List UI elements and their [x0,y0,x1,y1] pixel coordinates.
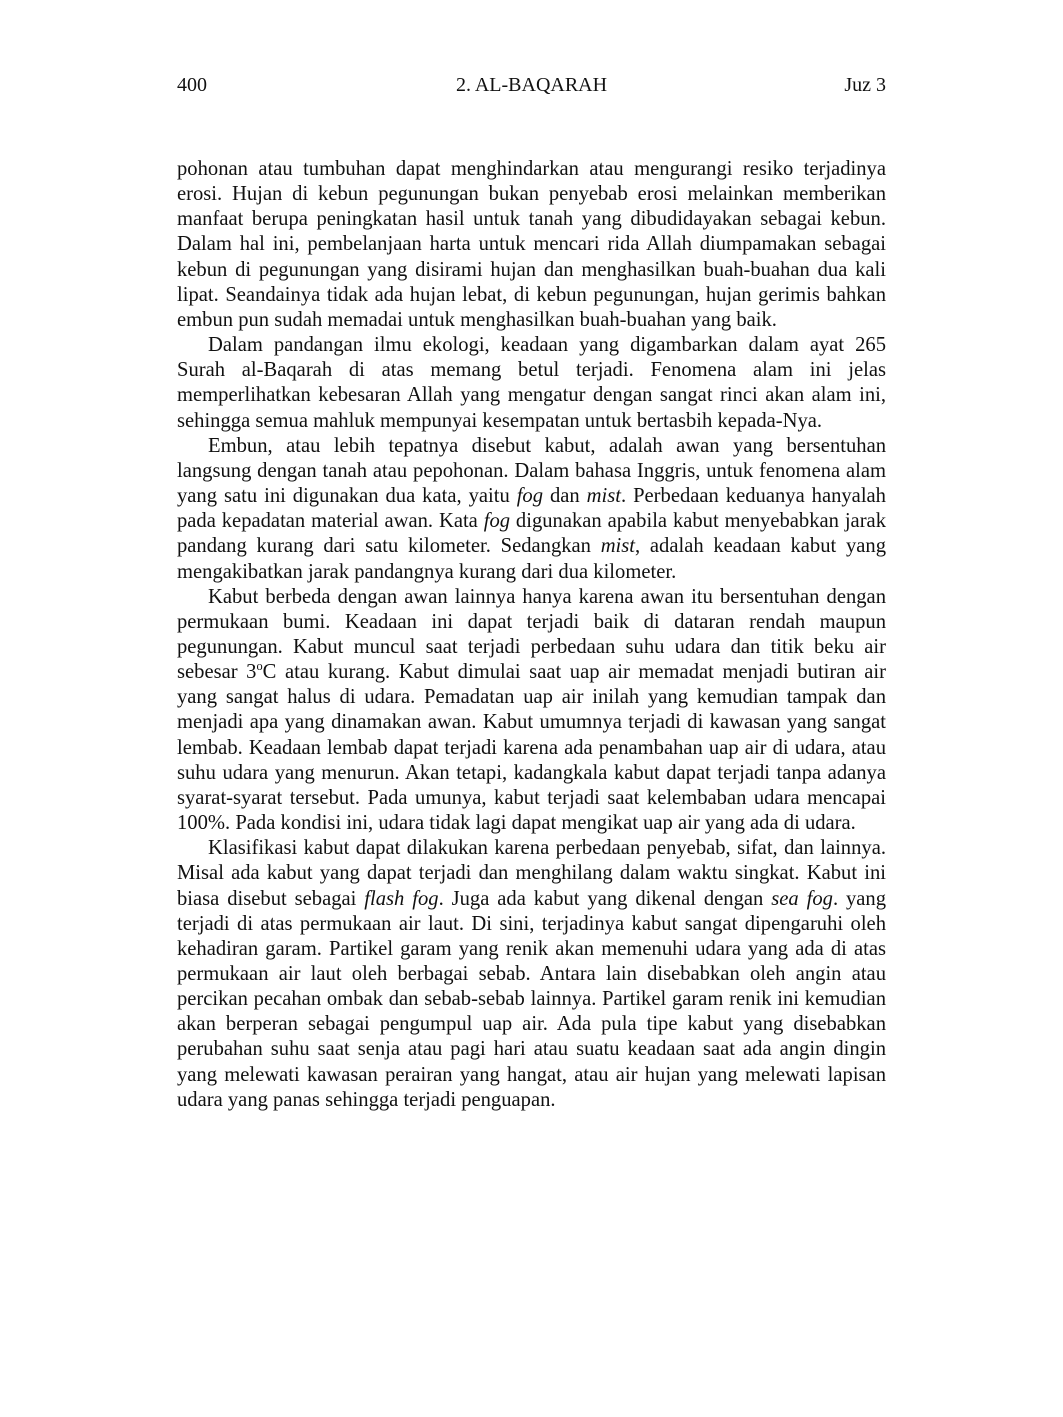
term-fog: fog [483,510,511,533]
juz-label: Juz 3 [844,74,886,96]
paragraph-3 [177,434,886,585]
paragraph-5 [177,836,886,1113]
term-mist: mist [600,535,636,558]
paragraph-2: Dalam pandangan ilmu ekologi, keadaan yang digambarkan dalam ayat 265 Surah al-Baqarah di atas memang betul terjadi. Fenomena alam ini jelas memperlihatkan kebesaran Allah yang mengatur dengan sangat rinci akan alam ini, sehingga semua mahluk mempunyai kesempatan untuk bertasbih kepada-Nya. [177,334,886,432]
text-span: C atau kurang. Kabut dimulai saat uap air memadat menjadi butiran air yang sangat halus di udara. Pemadatan uap air inilah yang kemudian tampak dan menjadi apa yang dinamakan awan. Kabut umumnya terjadi di kawasan yang sangat lembab. Keadaan lembab dapat terjadi karena ada penambahan uap air di udara, atau suhu udara yang menurun. Akan tetapi, kadangkala kabut dapat terjadi tanpa adanya syarat-syarat tersebut. Pada umunya, kabut terjadi saat kelembaban udara mencapai 100%. Pada kondisi ini, udara tidak lagi dapat mengikat uap air yang ada di udara. [177,661,886,835]
page-number: 400 [177,74,207,96]
body-text [177,157,886,1113]
term-mist: mist [586,485,621,508]
page-header [177,70,886,100]
text-span: . Juga ada kabut yang dikenal dengan [438,887,772,910]
text-span: . yang terjadi di atas permukaan air laut. Di sini, terjadinya kabut sangat dipengaruhi oleh kehadiran garam. Partikel garam yang renik akan memenuhi udara yang ada di atas permukaan air laut oleh berbagai sebab. Antara lain disebabkan oleh angin atau percikan pecahan ombak dan sebab-sebab lainnya. Partikel garam renik ini kemudian akan berperan sebagai pengumpul uap air. Ada pula tipe kabut yang disebabkan perubahan suhu saat senja atau pagi hari atau suatu keadaan saat ada angin dingin yang melewati kawasan perairan yang hangat, atau air hujan yang melewati lapisan udara yang panas sehingga terjadi penguapan. [177,887,887,1111]
paragraph-1: pohonan atau tumbuhan dapat menghindarkan atau mengurangi resiko terjadinya erosi. Hujan di kebun pegunungan bukan penyebab erosi melainkan memberikan manfaat berupa peningkatan hasil untuk tanah yang dibudidayakan sebagai kebun. Dalam hal ini, pembelanjaan harta untuk mencari rida Allah diumpamakan sebagai kebun di pegunungan yang disirami hujan dan menghasilkan buah-buahan dua kali lipat. Seandainya tidak ada hujan lebat, di kebun pegunungan, hujan gerimis bahkan embun pun sudah memadai untuk menghasilkan buah-buahan yang baik. [177,158,886,331]
text-span: , adalah keadaan kabut yang mengakibatkan jarak pandangnya kurang dari dua kilometer. [177,535,886,583]
paragraph-4 [177,585,886,837]
text-span: digunakan apabila kabut menyebabkan jarak pandang kurang dari satu kilometer. Sedangkan [177,510,886,558]
text-span: dan [543,485,587,508]
term-sea-fog: sea fog [771,887,833,910]
text-span: Kabut berbeda dengan awan lainnya hanya karena awan itu bersentuhan dengan permukaan bumi. Keadaan ini dapat terjadi baik di dataran rendah maupun pegunungan. Kabut muncul saat terjadi perbedaan suhu udara dan titik beku air sebesar 3 [177,585,886,684]
text-span: Klasifikasi kabut dapat dilakukan karena perbedaan penyebab, sifat, dan lainnya. Misal ada kabut yang dapat terjadi dan menghilang dalam waktu singkat. Kabut ini biasa disebut sebagai [177,837,886,910]
chapter-title: 2. AL-BAQARAH [455,74,608,96]
term-fog: fog [516,485,544,508]
text-span: . Perbedaan keduanya hanyalah pada kepadatan material awan. Kata [177,485,886,533]
term-flash-fog: flash fog [364,887,439,910]
degree-mark: o [256,659,263,674]
text-span: Embun, atau lebih tepatnya disebut kabut, adalah awan yang bersentuhan langsung dengan tanah atau pepohonan. Dalam bahasa Inggris, untuk fenomena alam yang satu ini digunakan dua kata, yaitu [177,434,886,508]
